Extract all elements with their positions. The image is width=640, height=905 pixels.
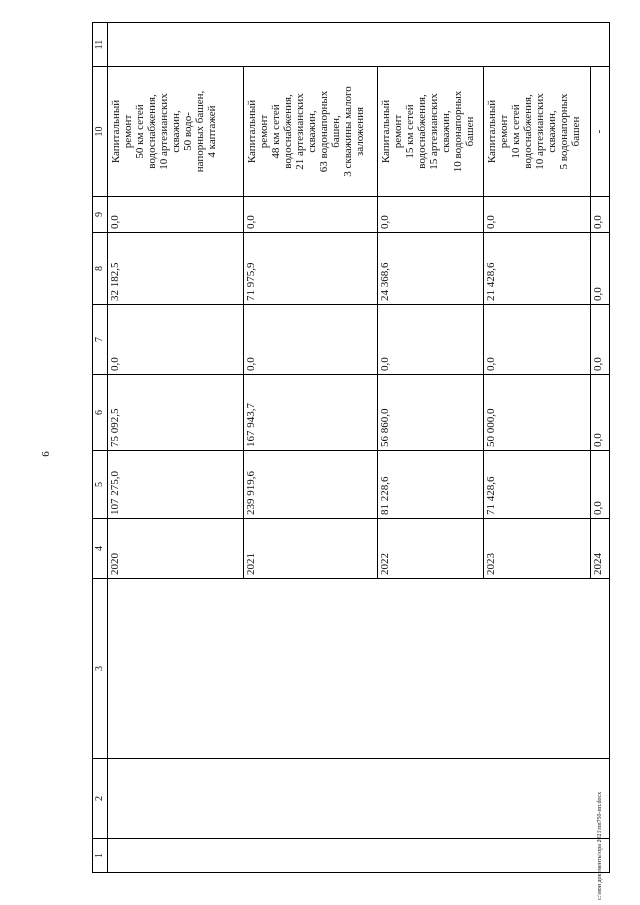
value-cell-8: 71 975,9: [244, 233, 378, 305]
value-cell-7: 0,0: [378, 305, 484, 375]
desc-line: водоснабжения,: [282, 94, 294, 169]
desc-line: напорных башен,: [194, 90, 206, 173]
desc-line: ремонт: [392, 114, 404, 149]
desc-line: водоснабжения,: [146, 94, 158, 169]
value-cell-6: 0,0: [591, 375, 610, 451]
budget-table: [92, 22, 610, 873]
rotated-table-container: [92, 23, 608, 873]
value-cell-5: 71 428,6: [484, 451, 591, 519]
file-path-footer: c:\мои документы\ора 2021\пп750-пп.docx: [597, 791, 603, 900]
desc-line: скважин,: [306, 110, 318, 153]
value-cell-5: 81 228,6: [378, 451, 484, 519]
value-cell-9: 0,0: [484, 197, 591, 233]
table-row: [108, 23, 244, 873]
year-cell: 2020: [108, 519, 244, 579]
value-cell-7: 0,0: [591, 305, 610, 375]
column-number-row: [93, 23, 108, 873]
desc-line: 10 артезианских: [534, 93, 546, 170]
value-cell-5: 0,0: [591, 451, 610, 519]
col-num-7: 7: [93, 305, 108, 375]
desc-line: 15 км сетей: [404, 104, 416, 159]
desc-line: башен: [464, 116, 476, 147]
desc-line: 3 скважины малого: [342, 86, 354, 177]
col-num-10: 10: [93, 67, 108, 197]
desc-line: 48 км сетей: [270, 104, 282, 159]
description-cell: [378, 67, 484, 197]
value-cell-8: 0,0: [591, 233, 610, 305]
col-num-3: 3: [93, 579, 108, 759]
value-cell-7: 0,0: [108, 305, 244, 375]
desc-line: 10 артезианских: [158, 93, 170, 170]
desc-line: ремонт: [258, 114, 270, 149]
desc-line: скважин,: [546, 110, 558, 153]
desc-line: Капитальный: [246, 99, 258, 164]
cell-col11: [108, 23, 610, 67]
description-cell: [591, 67, 610, 197]
desc-line: 5 водонапорных: [558, 93, 570, 170]
desc-line: 50 водо-: [182, 112, 194, 151]
desc-line: скважин,: [170, 110, 182, 153]
desc-line: башен: [570, 116, 582, 147]
desc-line: 21 артезианских: [294, 93, 306, 170]
col-num-4: 4: [93, 519, 108, 579]
desc-line: 10 км сетей: [510, 104, 522, 159]
desc-line: 4 каптажей: [206, 105, 218, 158]
desc-line: 10 водонапорных: [452, 90, 464, 173]
value-cell-9: 0,0: [108, 197, 244, 233]
desc-line: водоснабжения,: [416, 94, 428, 169]
value-cell-6: 167 943,7: [244, 375, 378, 451]
value-cell-8: 32 182,5: [108, 233, 244, 305]
desc-line: -: [593, 129, 605, 134]
col-num-8: 8: [93, 233, 108, 305]
col-num-1: 1: [93, 839, 108, 873]
desc-line: 15 артезианских: [428, 93, 440, 170]
description-cell: [108, 67, 244, 197]
year-cell: 2024: [591, 519, 610, 579]
value-cell-7: 0,0: [244, 305, 378, 375]
desc-line: башен,: [330, 115, 342, 148]
col-num-6: 6: [93, 375, 108, 451]
desc-line: заложения: [354, 106, 366, 157]
desc-line: Капитальный: [380, 99, 392, 164]
col-num-11: 11: [93, 23, 108, 67]
cell-col2: [108, 759, 610, 839]
value-cell-9: 0,0: [244, 197, 378, 233]
description-cell: [244, 67, 378, 197]
year-cell: 2023: [484, 519, 591, 579]
cell-col1: [108, 839, 610, 873]
value-cell-6: 56 860,0: [378, 375, 484, 451]
desc-line: скважин,: [440, 110, 452, 153]
col-num-2: 2: [93, 759, 108, 839]
value-cell-9: 0,0: [591, 197, 610, 233]
desc-line: ремонт: [122, 114, 134, 149]
value-cell-6: 50 000,0: [484, 375, 591, 451]
value-cell-5: 239 919,6: [244, 451, 378, 519]
value-cell-8: 24 368,6: [378, 233, 484, 305]
value-cell-5: 107 275,0: [108, 451, 244, 519]
desc-line: ремонт: [498, 114, 510, 149]
description-cell: [484, 67, 591, 197]
desc-line: водоснабжения,: [522, 94, 534, 169]
col-num-5: 5: [93, 451, 108, 519]
value-cell-6: 75 092,5: [108, 375, 244, 451]
desc-line: Капитальный: [110, 99, 122, 164]
desc-line: Капитальный: [486, 99, 498, 164]
col-num-9: 9: [93, 197, 108, 233]
value-cell-9: 0,0: [378, 197, 484, 233]
year-cell: 2022: [378, 519, 484, 579]
value-cell-8: 21 428,6: [484, 233, 591, 305]
value-cell-7: 0,0: [484, 305, 591, 375]
desc-line: 63 водонапорных: [318, 90, 330, 173]
cell-col3: [108, 579, 610, 759]
page-number: 6: [40, 451, 52, 457]
desc-line: 50 км сетей: [134, 104, 146, 159]
year-cell: 2021: [244, 519, 378, 579]
